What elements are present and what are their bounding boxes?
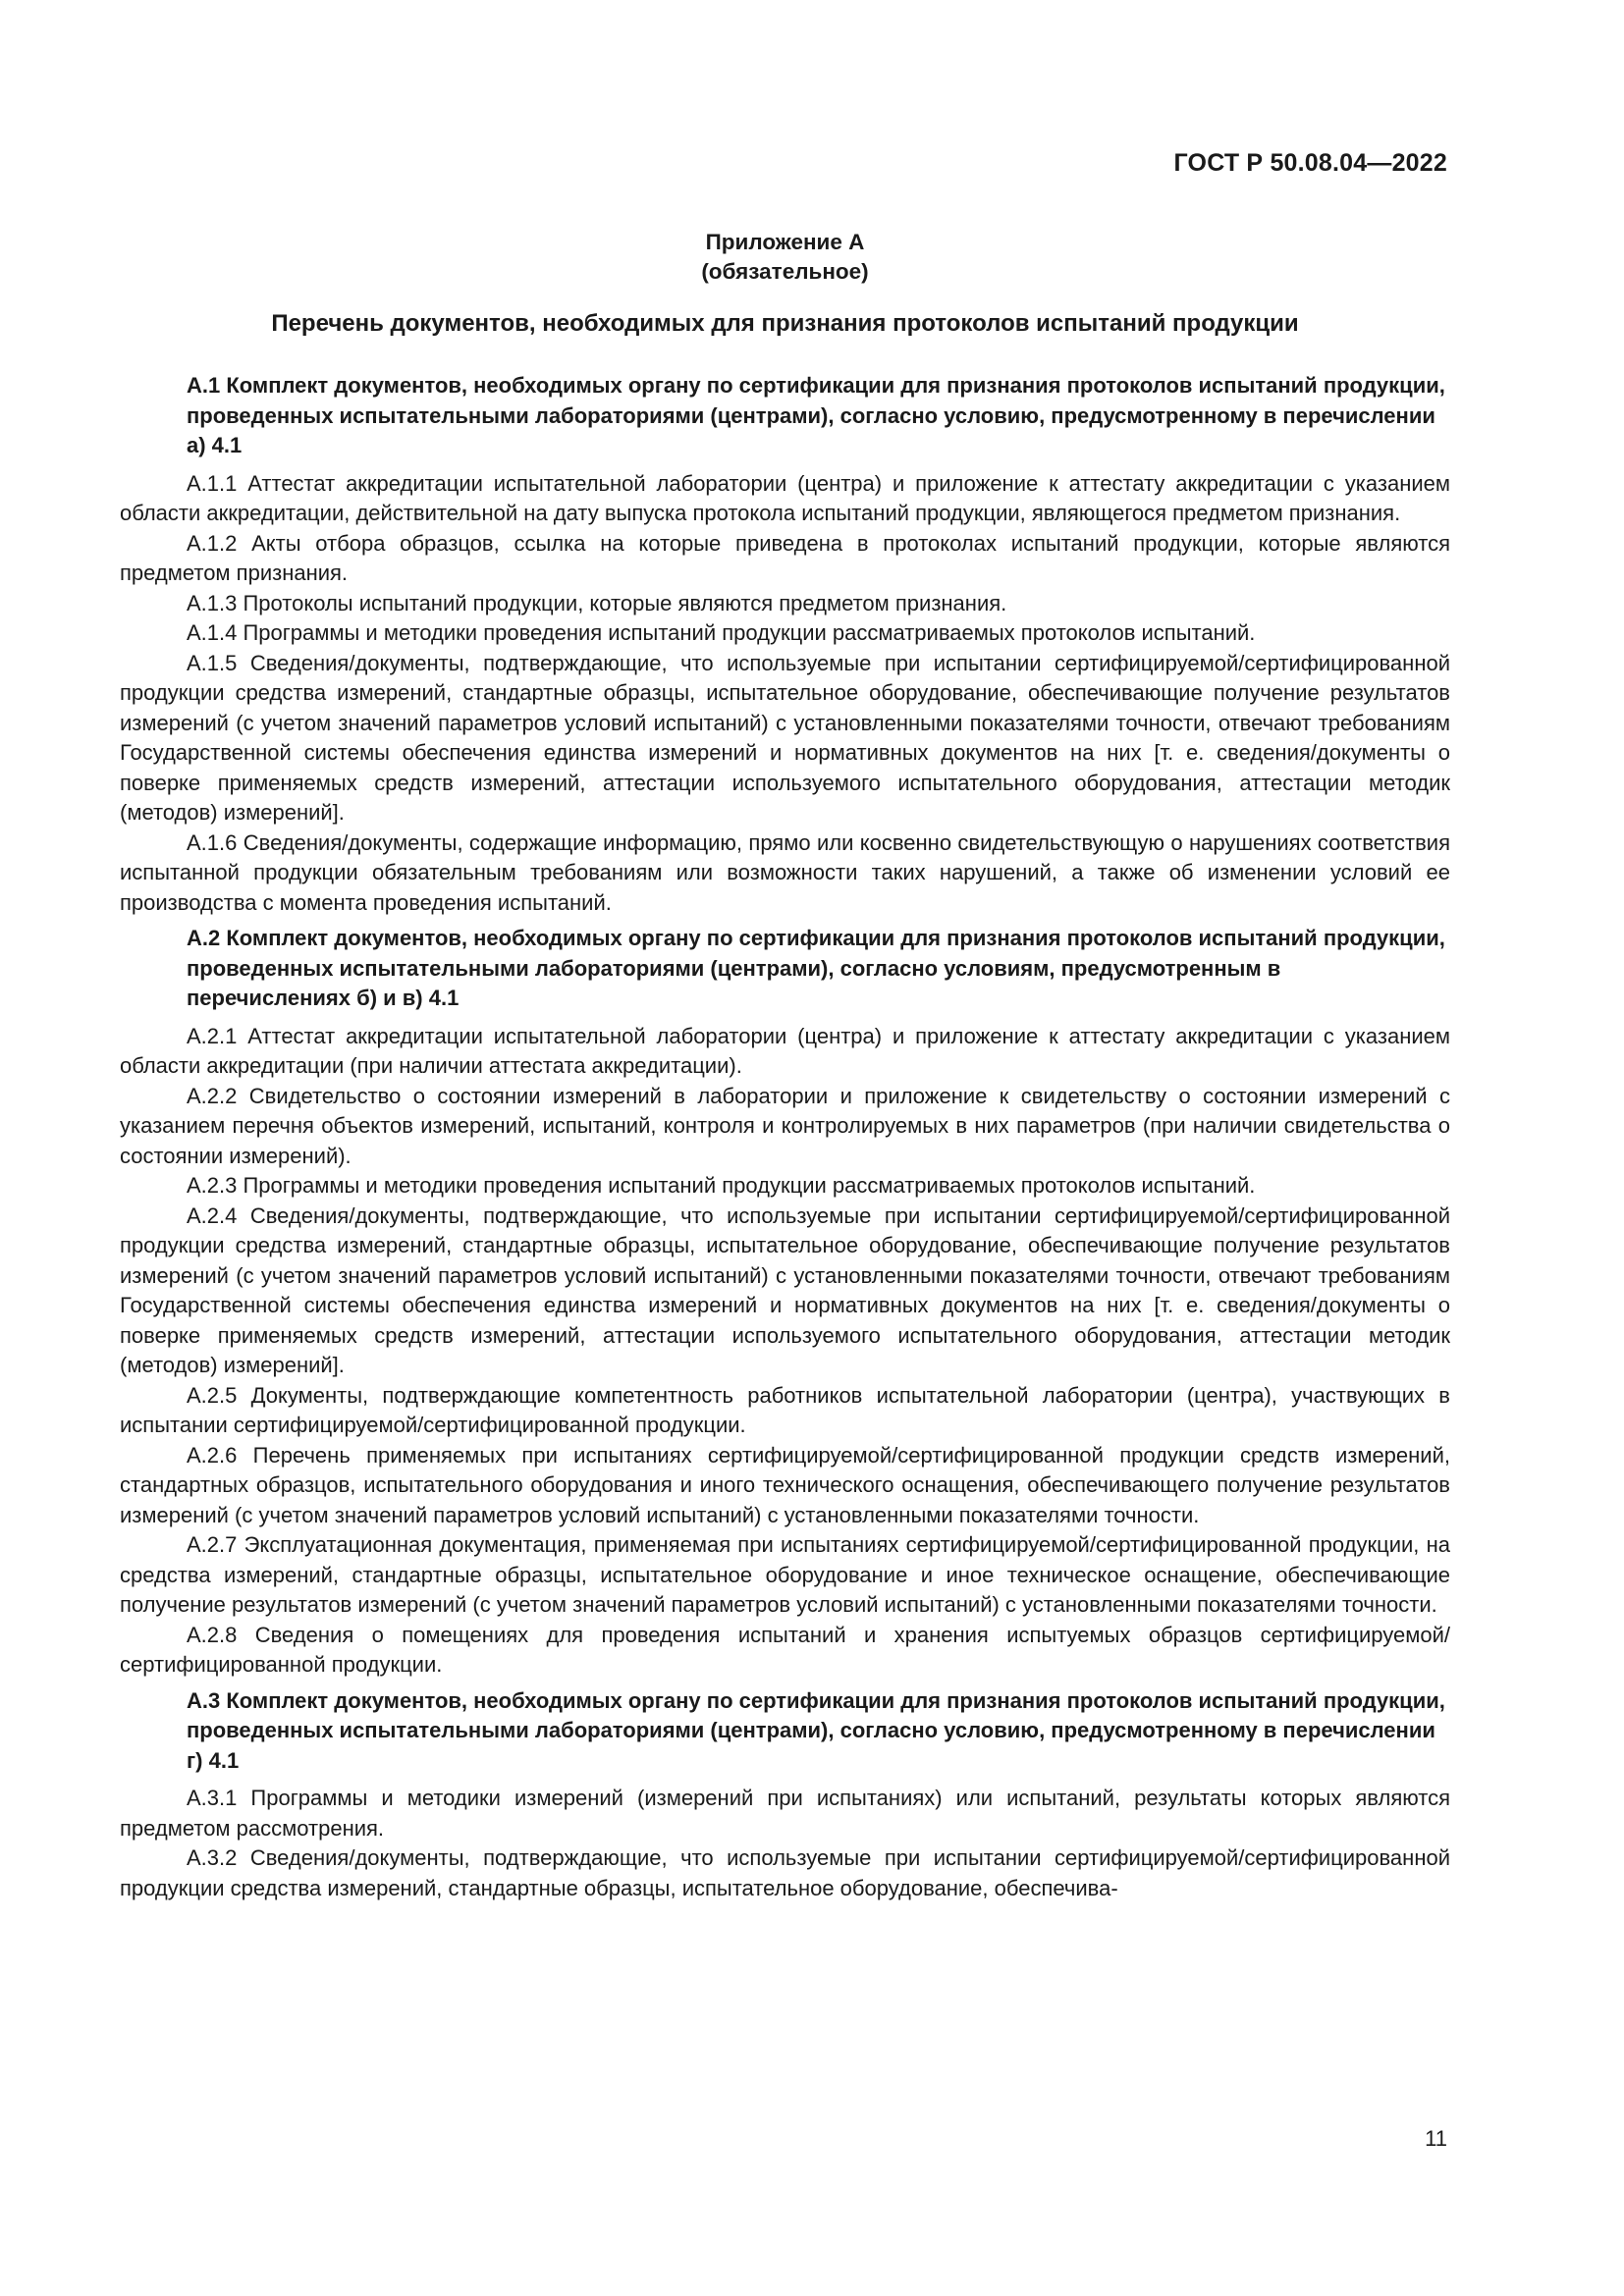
- paragraph-a-3-2: А.3.2 Сведения/документы, подтверждающие, что используемые при испытании сертифицируемой/сертифицированной продукции средства измерений, стандартные образцы, испытательное оборудование, обеспечива-: [120, 1845, 1450, 1900]
- section-heading: А.1 Комплект документов, необходимых органу по сертификации для признания протоколов испытаний продукции, проведенных испытательными лабораториями (центрами), согласно условию, предусмотренному в перечислении а) 4.1: [187, 373, 1445, 457]
- paragraph-a-2-4: А.2.4 Сведения/документы, подтверждающие, что используемые при испытании сертифицируемой/сертифицированной продукции средства измерений, стандартные образцы, испытательное оборудование, обеспечивающие получение результатов измерений (с учетом значений параметров условий испытаний) с установленными показателями точности, отвечают требованиям Государственной системы обеспечения единства измерений и нормативных документов на них [т. е. сведения/документы о поверке применяемых средств измерений, аттестации используемого испытательного оборудования, аттестации методик (методов) измерений].: [120, 1202, 1450, 1377]
- paragraph-a-1-4: А.1.4 Программы и методики проведения испытаний продукции рассматриваемых протоколов испытаний.: [187, 620, 1256, 645]
- section-heading: А.3 Комплект документов, необходимых органу по сертификации для признания протоколов испытаний продукции, проведенных испытательными лабораториями (центрами), согласно условию, предусмотренному в перечислении г) 4.1: [187, 1687, 1445, 1773]
- paragraph-a-2-6: А.2.6 Перечень применяемых при испытаниях сертифицируемой/сертифицированной продукции средств измерений, стандартных образцов, испытательного оборудования и иного технического оснащения, обеспечивающего получение результатов измерений (с учетом значений параметров условий испытаний) с установленными показателями точности.: [120, 1442, 1450, 1527]
- paragraph-a-2-1: А.2.1 Аттестат аккредитации испытательной лаборатории (центра) и приложение к аттестату аккредитации с указанием области аккредитации (при наличии аттестата аккредитации).: [120, 1023, 1450, 1078]
- section-a2: [120, 924, 1450, 1681]
- page-content: [120, 228, 1450, 1909]
- paragraph-a-2-8: А.2.8 Сведения о помещениях для проведения испытаний и хранения испытуемых образцов сертифицируемой/сертифицированной продукции.: [120, 1622, 1450, 1677]
- paragraph-a-2-5: А.2.5 Документы, подтверждающие компетентность работников испытательной лаборатории (центра), участвующих в испытании сертифицируемой/сертифицированной продукции.: [120, 1382, 1450, 1437]
- paragraph-a-3-1: А.3.1 Программы и методики измерений (измерений при испытаниях) или испытаний, результаты которых являются предметом рассмотрения.: [120, 1786, 1450, 1841]
- annex-title: Приложение А: [705, 230, 865, 254]
- paragraph-a-2-2: А.2.2 Свидетельство о состоянии измерений в лаборатории и приложение к свидетельству о состоянии измерений с указанием перечня объектов измерений, испытаний, контроля и контролируемых в них параметров (при наличии свидетельства о состоянии измерений).: [120, 1083, 1450, 1168]
- section-a3: [120, 1686, 1450, 1904]
- paragraph-a-2-7: А.2.7 Эксплуатационная документация, применяемая при испытаниях сертифицируемой/сертифицированной продукции, на средства измерений, стандартные образцы, испытательное оборудование и иное техническое оснащение, обеспечивающие получение результатов измерений (с учетом значений параметров условий испытаний) с установленными показателями точности.: [120, 1532, 1450, 1617]
- paragraph-a-1-1: А.1.1 Аттестат аккредитации испытательной лаборатории (центра) и приложение к аттестату аккредитации с указанием области аккредитации, действительной на дату выпуска протокола испытаний продукции, являющегося предметом признания.: [120, 470, 1450, 525]
- paragraph-a-2-3: А.2.3 Программы и методики проведения испытаний продукции рассматриваемых протоколов испытаний.: [187, 1173, 1256, 1198]
- section-heading: А.2 Комплект документов, необходимых органу по сертификации для признания протоколов испытаний продукции, проведенных испытательными лабораториями (центрами), согласно условиям, предусмотренным в перечислениях б) и в) 4.1: [187, 926, 1445, 1010]
- paragraph-a-1-3: А.1.3 Протоколы испытаний продукции, которые являются предметом признания.: [187, 590, 1007, 615]
- annex-heading: Перечень документов, необходимых для признания протоколов испытаний продукции: [271, 310, 1299, 337]
- annex-status: (обязательное): [701, 259, 869, 284]
- page-number: 11: [1425, 2126, 1447, 2151]
- paragraph-a-1-6: А.1.6 Сведения/документы, содержащие информацию, прямо или косвенно свидетельствующую о нарушениях соответствия испытанной продукции обязательным требованиям или возможности таких нарушений, а также об изменении условий ее производства с момента проведения испытаний.: [120, 829, 1450, 915]
- section-a1: [120, 371, 1450, 918]
- document-code: ГОСТ Р 50.08.04—2022: [1173, 149, 1447, 177]
- paragraph-a-1-2: А.1.2 Акты отбора образцов, ссылка на которые приведена в протоколах испытаний продукции, которые являются предметом признания.: [120, 530, 1450, 585]
- paragraph-a-1-5: А.1.5 Сведения/документы, подтверждающие, что используемые при испытании сертифицируемой/сертифицированной продукции средства измерений, стандартные образцы, испытательное оборудование, обеспечивающие получение результатов измерений (с учетом значений параметров условий испытаний) с установленными показателями точности, отвечают требованиям Государственной системы обеспечения единства измерений и нормативных документов на них [т. е. сведения/документы о поверке применяемых средств измерений, аттестации используемого испытательного оборудования, аттестации методик (методов) измерений].: [120, 650, 1450, 825]
